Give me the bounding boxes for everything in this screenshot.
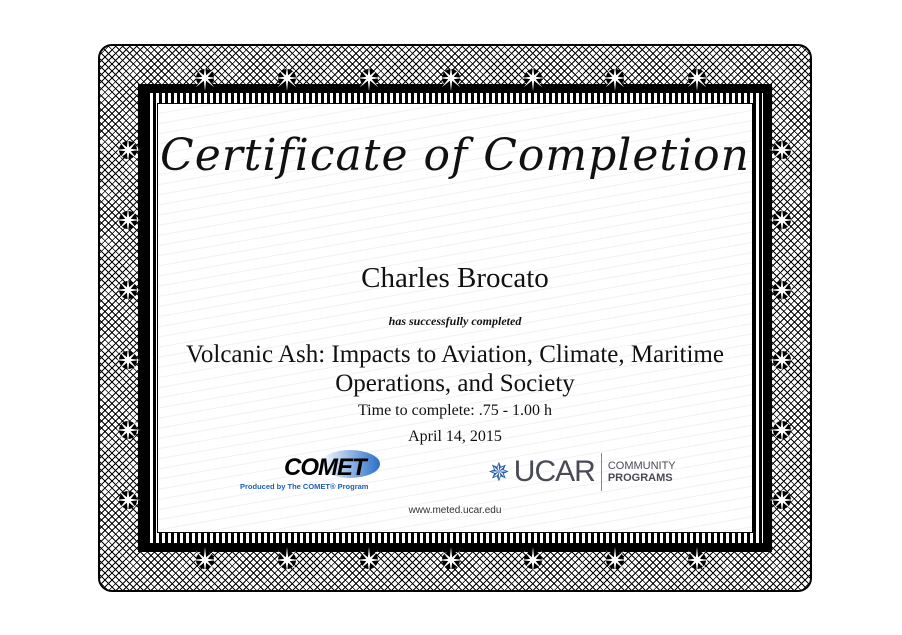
completion-statement: has successfully completed	[388, 314, 522, 328]
border-star-icon	[274, 65, 300, 91]
border-star-icon	[684, 547, 710, 573]
border-star-icon	[769, 487, 795, 513]
logo-divider	[601, 453, 602, 491]
ucar-logo-text: UCAR	[513, 455, 595, 488]
border-star-icon	[115, 137, 141, 163]
community-text: COMMUNITY	[607, 460, 676, 472]
comet-tagline: Produced by The COMET® Program	[240, 482, 369, 491]
completion-date: April 14, 2015	[408, 428, 502, 445]
course-title-line2: Operations, and Society	[335, 370, 575, 397]
border-star-icon	[520, 547, 546, 573]
border-star-icon	[274, 547, 300, 573]
border-star-icon	[769, 347, 795, 373]
border-star-icon	[438, 65, 464, 91]
recipient-name: Charles Brocato	[361, 262, 549, 294]
border-star-icon	[356, 65, 382, 91]
programs-text: PROGRAMS	[607, 472, 673, 484]
comet-logo	[240, 448, 380, 496]
border-star-icon	[602, 547, 628, 573]
border-star-icon	[115, 277, 141, 303]
border-star-icon	[769, 417, 795, 443]
border-star-icon	[115, 487, 141, 513]
course-title	[157, 340, 753, 398]
border-star-icon	[115, 347, 141, 373]
border-star-icon	[602, 65, 628, 91]
website-url: www.meted.ucar.edu	[408, 505, 502, 516]
time-to-complete: Time to complete: .75 - 1.00 h	[357, 402, 553, 419]
ucar-logo	[488, 452, 676, 492]
comet-logo-text: COMET	[284, 454, 366, 481]
border-star-icon	[115, 207, 141, 233]
border-star-icon	[520, 65, 546, 91]
border-star-icon	[769, 277, 795, 303]
border-star-icon	[684, 65, 710, 91]
community-programs-text	[608, 460, 676, 484]
border-star-icon	[769, 137, 795, 163]
course-title-line1: Volcanic Ash: Impacts to Aviation, Climate, Maritime	[186, 341, 724, 368]
certificate-title: Certificate of Completion	[160, 130, 750, 181]
border-star-icon	[769, 207, 795, 233]
border-star-icon	[438, 547, 464, 573]
border-star-icon	[356, 547, 382, 573]
border-star-icon	[192, 65, 218, 91]
border-star-icon	[192, 547, 218, 573]
snowflake-star-icon: ✵	[488, 456, 510, 487]
border-star-icon	[115, 417, 141, 443]
